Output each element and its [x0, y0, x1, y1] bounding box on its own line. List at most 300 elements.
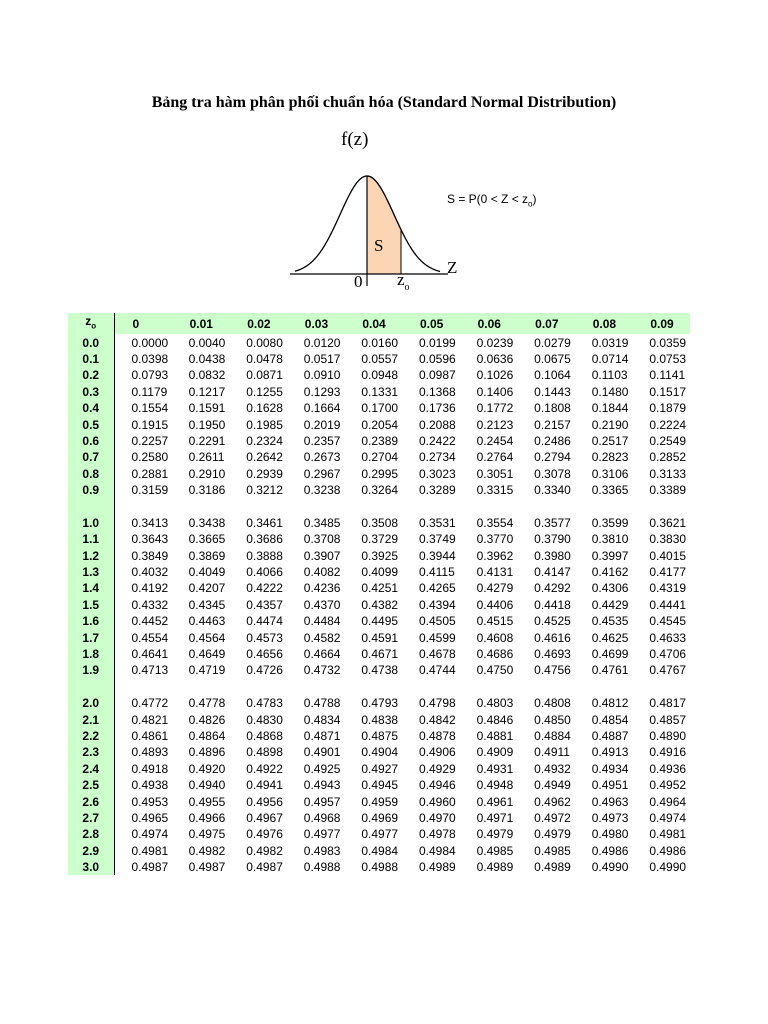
probability-cell: 0.1331 [361, 384, 399, 399]
probability-cell: 0.4834 [303, 712, 341, 727]
probability-cell: 0.1808 [534, 401, 571, 416]
z-spacer-cell [68, 679, 114, 695]
probability-cell: 0.4750 [476, 663, 514, 678]
probability-cell: 0.3980 [534, 548, 571, 563]
z-value-cell: 3.0 [68, 859, 114, 875]
probability-cell: 0.4984 [361, 843, 399, 858]
probability-cell: 0.4564 [188, 630, 226, 645]
probability-cell: 0.4515 [476, 614, 514, 629]
z-value-cell: 1.9 [68, 662, 114, 678]
probability-cell: 0.3365 [591, 483, 629, 498]
z-value-cell: 2.7 [68, 810, 114, 826]
z-value-cell: 0.0 [68, 334, 114, 350]
probability-cell: 0.1179 [131, 384, 168, 399]
probability-cell: 0.1406 [476, 384, 514, 399]
table-row [68, 334, 690, 350]
probability-cell: 0.4756 [534, 663, 571, 678]
probability-cell: 0.2257 [131, 433, 169, 448]
probability-cell: 0.4625 [591, 630, 629, 645]
zero-label: 0 [354, 272, 363, 291]
probability-cell: 0.4525 [534, 614, 571, 629]
probability-cell: 0.4984 [418, 843, 456, 858]
probability-cell: 0.4664 [303, 647, 341, 661]
probability-cell: 0.4778 [188, 696, 226, 711]
probability-cell: 0.4971 [476, 810, 514, 825]
z-value-cell: 0.8 [68, 466, 114, 482]
probability-cell: 0.3849 [131, 548, 169, 563]
probability-cell: 0.4904 [361, 745, 399, 760]
probability-cell: 0.2852 [649, 450, 687, 465]
z-value-cell: 1.5 [68, 597, 114, 613]
probability-cell: 0.2881 [131, 466, 169, 481]
probability-cell: 0.4582 [303, 630, 341, 645]
probability-cell: 0.0279 [534, 335, 571, 350]
z-value-cell: 1.4 [68, 580, 114, 596]
probability-cell: 0.4744 [418, 663, 456, 678]
probability-cell: 0.3133 [649, 466, 687, 481]
table-row [68, 597, 690, 613]
z-value-cell: 2.8 [68, 826, 114, 842]
probability-cell: 0.3238 [303, 483, 341, 498]
z-axis-label: Z [447, 258, 458, 277]
probability-cell: 0.4162 [591, 565, 629, 580]
spacer-cell [287, 498, 345, 514]
probability-cell: 0.2764 [476, 450, 514, 465]
probability-cell: 0.3531 [418, 515, 456, 530]
header-z0: $z_o$ [68, 313, 114, 334]
probability-cell: 0.4970 [418, 810, 456, 825]
probability-cell: 0.4279 [476, 581, 514, 596]
probability-cell: 0.4817 [649, 696, 687, 711]
probability-cell: 0.4131 [476, 565, 514, 580]
table-row [68, 859, 690, 875]
spacer-cell [402, 498, 460, 514]
table-header-row [68, 313, 690, 334]
table-row [68, 367, 690, 383]
probability-cell: 0.4854 [591, 712, 629, 727]
probability-cell: 0.4884 [534, 728, 571, 743]
probability-cell: 0.2357 [303, 433, 341, 448]
probability-cell: 0.1103 [591, 368, 628, 383]
probability-cell: 0.4783 [246, 696, 283, 711]
probability-cell: 0.4633 [649, 630, 687, 645]
probability-cell: 0.0120 [303, 335, 341, 350]
probability-cell: 0.4693 [534, 647, 571, 661]
probability-cell: 0.0675 [534, 351, 571, 366]
table-row [68, 613, 690, 629]
probability-cell: 0.3023 [418, 466, 456, 481]
probability-cell: 0.3686 [246, 532, 283, 547]
table-row [68, 400, 690, 416]
probability-cell: 0.0871 [246, 368, 283, 383]
probability-cell: 0.0438 [188, 351, 226, 366]
probability-cell: 0.0948 [361, 368, 399, 383]
probability-cell: 0.3461 [246, 515, 283, 530]
probability-cell: 0.4953 [131, 794, 169, 809]
probability-cell: 0.4929 [418, 761, 456, 776]
shaded-area-s [367, 176, 401, 274]
probability-cell: 0.4987 [131, 860, 169, 875]
table-row [68, 793, 690, 809]
probability-cell: 0.4505 [418, 614, 456, 629]
probability-cell: 0.4099 [361, 565, 399, 580]
probability-cell: 0.4920 [188, 761, 226, 776]
probability-cell: 0.3729 [361, 532, 399, 547]
probability-cell: 0.4812 [591, 696, 629, 711]
probability-cell: 0.4857 [649, 712, 687, 727]
probability-cell: 0.4990 [591, 860, 629, 875]
probability-cell: 0.3289 [418, 483, 456, 498]
probability-cell: 0.4545 [649, 614, 687, 629]
probability-cell: 0.4306 [591, 581, 629, 596]
table-row [68, 728, 690, 744]
z-value-cell: 2.9 [68, 843, 114, 859]
probability-cell: 0.3621 [649, 515, 687, 530]
spacer-cell [172, 498, 230, 514]
probability-cell: 0.4207 [188, 581, 226, 596]
probability-cell: 0.4968 [303, 810, 341, 825]
z-table [68, 313, 690, 875]
probability-cell: 0.4940 [188, 778, 226, 793]
probability-cell: 0.4982 [188, 843, 226, 858]
probability-cell: 0.4871 [303, 728, 341, 743]
z-value-cell: 0.1 [68, 351, 114, 367]
probability-cell: 0.4292 [534, 581, 571, 596]
probability-cell: 0.4981 [649, 827, 687, 842]
table-row [68, 646, 690, 662]
probability-cell: 0.4192 [131, 581, 169, 596]
probability-cell: 0.0319 [591, 335, 629, 350]
probability-cell: 0.4535 [591, 614, 629, 629]
group-spacer-row [68, 679, 690, 695]
probability-cell: 0.0040 [188, 335, 226, 350]
probability-cell: 0.4842 [418, 712, 456, 727]
probability-cell: 0.4973 [591, 810, 629, 825]
probability-cell: 0.2967 [303, 466, 341, 481]
probability-cell: 0.2517 [591, 433, 629, 448]
probability-cell: 0.4495 [361, 614, 399, 629]
probability-cell: 0.0359 [649, 335, 687, 350]
probability-cell: 0.4918 [131, 761, 169, 776]
probability-cell: 0.4177 [649, 565, 687, 580]
probability-cell: 0.4931 [476, 761, 514, 776]
probability-cell: 0.4906 [418, 745, 456, 760]
probability-cell: 0.4979 [476, 827, 514, 842]
probability-cell: 0.2157 [534, 417, 571, 432]
probability-cell: 0.4370 [303, 597, 341, 612]
probability-cell: 0.4981 [131, 843, 169, 858]
probability-cell: 0.4671 [361, 647, 399, 661]
probability-cell: 0.1480 [591, 384, 629, 399]
column-header: 0.08 [575, 313, 633, 334]
table-body [68, 334, 690, 875]
probability-cell: 0.4945 [361, 778, 399, 793]
probability-cell: 0.4975 [188, 827, 226, 842]
column-header: 0.06 [460, 313, 518, 334]
probability-cell: 0.4990 [649, 860, 687, 875]
table-row [68, 531, 690, 547]
probability-cell: 0.4961 [476, 794, 514, 809]
probability-cell: 0.3962 [476, 548, 514, 563]
probability-cell: 0.4913 [591, 745, 629, 760]
spacer-cell [287, 679, 345, 695]
probability-cell: 0.4985 [476, 843, 514, 858]
probability-cell: 0.0080 [246, 335, 283, 350]
probability-cell: 0.2995 [361, 466, 399, 481]
probability-cell: 0.4726 [246, 663, 283, 678]
probability-cell: 0.4980 [591, 827, 629, 842]
table-row [68, 810, 690, 826]
probability-cell: 0.3708 [303, 532, 341, 547]
spacer-cell [517, 679, 575, 695]
probability-cell: 0.4960 [418, 794, 456, 809]
probability-cell: 0.4394 [418, 597, 456, 612]
probability-cell: 0.0000 [131, 335, 169, 350]
z-value-cell: 0.4 [68, 400, 114, 416]
probability-formula: $S = P(0 < Z < z_o)$ [447, 192, 537, 209]
probability-cell: 0.4772 [131, 696, 169, 711]
probability-cell: 0.1591 [188, 401, 226, 416]
probability-cell: 0.4015 [649, 548, 687, 563]
spacer-cell [632, 498, 690, 514]
probability-cell: 0.4147 [534, 565, 571, 580]
table-row [68, 843, 690, 859]
z-value-cell: 1.0 [68, 515, 114, 531]
probability-cell: 0.0398 [131, 351, 169, 366]
probability-cell: 0.2454 [476, 433, 514, 448]
z-value-cell: 2.2 [68, 728, 114, 744]
z-value-cell: 1.7 [68, 629, 114, 645]
probability-cell: 0.4951 [591, 778, 629, 793]
probability-cell: 0.3106 [591, 466, 629, 481]
probability-cell: 0.4952 [649, 778, 687, 793]
probability-cell: 0.4599 [418, 630, 456, 645]
probability-cell: 0.2580 [131, 450, 169, 465]
probability-cell: 0.2704 [361, 450, 399, 465]
probability-cell: 0.3810 [591, 532, 629, 547]
probability-cell: 0.0793 [131, 368, 169, 383]
probability-cell: 0.4798 [418, 696, 456, 711]
probability-cell: 0.4966 [188, 810, 226, 825]
probability-cell: 0.4974 [131, 827, 169, 842]
probability-cell: 0.4418 [534, 597, 571, 612]
page-title: Bảng tra hàm phân phối chuẩn hóa (Standard Normal Distribution) [151, 94, 617, 111]
probability-cell: 0.3340 [534, 483, 571, 498]
column-header: 0.04 [344, 313, 402, 334]
probability-cell: 0.4357 [246, 597, 283, 612]
probability-cell: 0.1736 [418, 401, 456, 416]
probability-cell: 0.4987 [246, 860, 283, 875]
probability-cell: 0.3888 [246, 548, 283, 563]
probability-cell: 0.4983 [303, 843, 341, 858]
probability-cell: 0.4982 [246, 843, 283, 858]
probability-cell: 0.4699 [591, 647, 629, 661]
probability-cell: 0.4901 [303, 745, 341, 760]
probability-cell: 0.4788 [303, 696, 341, 711]
probability-cell: 0.4956 [246, 794, 283, 809]
probability-cell: 0.1664 [303, 401, 341, 416]
probability-cell: 0.4616 [534, 630, 571, 645]
probability-cell: 0.3078 [534, 466, 571, 481]
probability-cell: 0.4236 [303, 581, 341, 596]
probability-cell: 0.4838 [361, 712, 399, 727]
probability-cell: 0.4986 [649, 843, 687, 858]
probability-cell: 0.1844 [591, 401, 629, 416]
spacer-cell [172, 679, 230, 695]
z-value-cell: 2.1 [68, 711, 114, 727]
probability-cell: 0.4941 [246, 778, 283, 793]
probability-cell: 0.4251 [361, 581, 399, 596]
probability-cell: 0.4887 [591, 728, 629, 743]
probability-cell: 0.4719 [188, 663, 226, 678]
column-header: 0.05 [402, 313, 460, 334]
probability-cell: 0.1517 [649, 384, 687, 399]
probability-cell: 0.2088 [418, 417, 456, 432]
probability-cell: 0.4962 [534, 794, 571, 809]
probability-cell: 0.4972 [534, 810, 571, 825]
table-row [68, 826, 690, 842]
probability-cell: 0.0596 [418, 351, 456, 366]
probability-cell: 0.4868 [246, 728, 283, 743]
probability-cell: 0.4922 [246, 761, 283, 776]
z0-label: $z_o$ [397, 270, 410, 293]
probability-cell: 0.2224 [649, 417, 687, 432]
probability-cell: 0.4846 [476, 712, 514, 727]
probability-cell: 0.1879 [649, 401, 687, 416]
probability-cell: 0.0714 [591, 351, 629, 366]
probability-cell: 0.4989 [418, 860, 456, 875]
table-row [68, 449, 690, 465]
column-header: 0.01 [172, 313, 230, 334]
probability-cell: 0.4936 [649, 761, 687, 776]
probability-cell: 0.4978 [418, 827, 456, 842]
probability-cell: 0.3485 [303, 515, 341, 530]
probability-cell: 0.1255 [246, 384, 283, 399]
probability-cell: 0.4554 [131, 630, 169, 645]
probability-cell: 0.3944 [418, 548, 456, 563]
probability-cell: 0.4909 [476, 745, 514, 760]
probability-cell: 0.1700 [361, 401, 399, 416]
probability-cell: 0.2939 [246, 466, 283, 481]
probability-cell: 0.2611 [188, 450, 225, 465]
probability-cell: 0.4988 [303, 860, 341, 875]
probability-cell: 0.2823 [591, 450, 629, 465]
probability-cell: 0.3438 [188, 515, 226, 530]
probability-cell: 0.3051 [476, 466, 514, 481]
probability-cell: 0.2734 [418, 450, 456, 465]
probability-cell: 0.2794 [534, 450, 571, 465]
table-row [68, 416, 690, 432]
table-row [68, 777, 690, 793]
probability-cell: 0.4382 [361, 597, 399, 612]
table-row [68, 466, 690, 482]
probability-cell: 0.2642 [246, 450, 283, 465]
probability-cell: 0.3643 [131, 532, 169, 547]
probability-cell: 0.0832 [188, 368, 226, 383]
probability-cell: 0.4222 [246, 581, 283, 596]
z-value-cell: 2.4 [68, 761, 114, 777]
probability-cell: 0.4864 [188, 728, 226, 743]
probability-cell: 0.4955 [188, 794, 226, 809]
probability-cell: 0.4345 [188, 597, 226, 612]
probability-cell: 0.4949 [534, 778, 571, 793]
probability-cell: 0.4988 [361, 860, 399, 875]
probability-cell: 0.4826 [188, 712, 226, 727]
probability-cell: 0.4429 [591, 597, 629, 612]
probability-cell: 0.1554 [131, 401, 169, 416]
probability-cell: 0.4573 [246, 630, 283, 645]
z-value-cell: 1.2 [68, 547, 114, 563]
probability-cell: 0.4761 [591, 663, 629, 678]
probability-cell: 0.4713 [131, 663, 169, 678]
column-header: 0.02 [229, 313, 287, 334]
probability-cell: 0.2910 [188, 466, 226, 481]
probability-cell: 0.3770 [476, 532, 514, 547]
probability-cell: 0.4987 [188, 860, 226, 875]
probability-cell: 0.4943 [303, 778, 341, 793]
probability-cell: 0.0987 [418, 368, 456, 383]
table-row [68, 384, 690, 400]
table-row [68, 433, 690, 449]
probability-cell: 0.2291 [188, 433, 226, 448]
z-value-cell: 1.8 [68, 646, 114, 662]
probability-cell: 0.3907 [303, 548, 341, 563]
probability-cell: 0.4066 [246, 565, 283, 580]
z-value-cell: 0.5 [68, 416, 114, 432]
probability-cell: 0.4850 [534, 712, 571, 727]
probability-cell: 0.3830 [649, 532, 687, 547]
probability-cell: 0.4976 [246, 827, 283, 842]
z-value-cell: 1.3 [68, 564, 114, 580]
probability-cell: 0.4896 [188, 745, 226, 760]
probability-cell: 0.0478 [246, 351, 283, 366]
probability-cell: 0.4927 [361, 761, 399, 776]
table-row [68, 351, 690, 367]
probability-cell: 0.3599 [591, 515, 629, 530]
probability-cell: 0.4925 [303, 761, 341, 776]
z-value-cell: 0.9 [68, 482, 114, 498]
probability-cell: 0.2673 [303, 450, 341, 465]
probability-cell: 0.4591 [361, 630, 399, 645]
probability-cell: 0.4032 [131, 565, 169, 580]
spacer-cell [632, 679, 690, 695]
probability-cell: 0.1915 [131, 417, 169, 432]
z-value-cell: 0.6 [68, 433, 114, 449]
probability-cell: 0.4656 [246, 647, 283, 661]
probability-cell: 0.4959 [361, 794, 399, 809]
probability-cell: 0.4916 [649, 745, 687, 760]
probability-cell: 0.4964 [649, 794, 687, 809]
z-spacer-cell [68, 498, 114, 514]
probability-cell: 0.4608 [476, 630, 514, 645]
probability-cell: 0.4967 [246, 810, 283, 825]
probability-cell: 0.3413 [131, 515, 169, 530]
probability-cell: 0.4946 [418, 778, 456, 793]
probability-cell: 0.1141 [649, 368, 686, 383]
probability-cell: 0.3212 [246, 483, 283, 498]
probability-cell: 0.1950 [188, 417, 226, 432]
probability-cell: 0.2190 [591, 417, 629, 432]
probability-cell: 0.4898 [246, 745, 283, 760]
probability-cell: 0.4934 [591, 761, 629, 776]
probability-cell: 0.4319 [649, 581, 687, 596]
probability-cell: 0.4452 [131, 614, 169, 629]
table-row [68, 711, 690, 727]
probability-cell: 0.1628 [246, 401, 283, 416]
probability-cell: 0.4893 [131, 745, 169, 760]
column-header: 0.07 [517, 313, 575, 334]
probability-cell: 0.4441 [649, 597, 687, 612]
